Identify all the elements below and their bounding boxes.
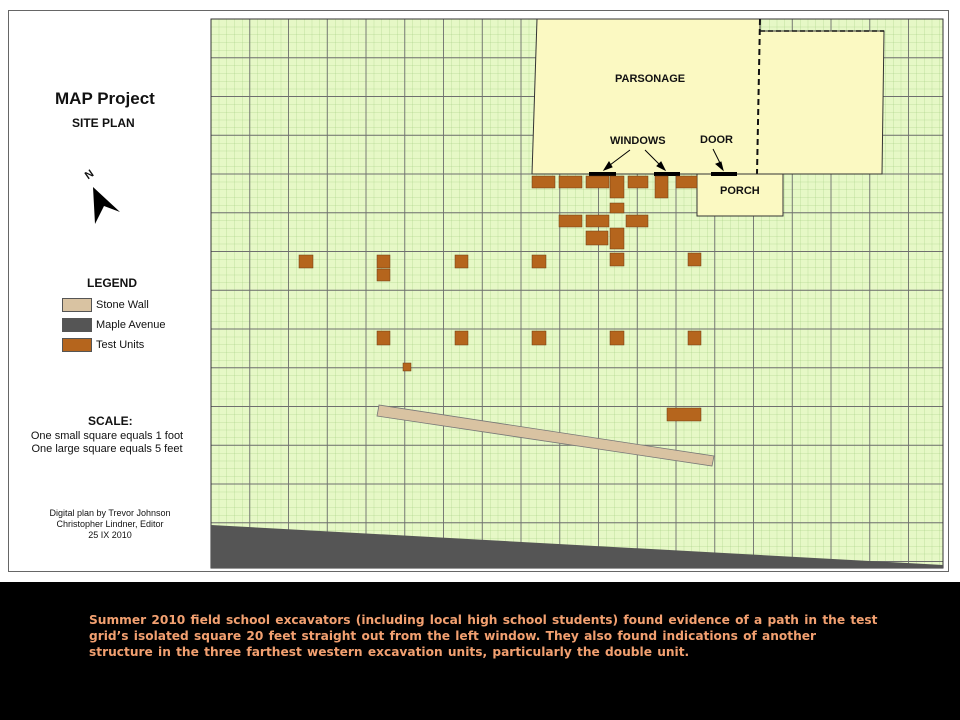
test-unit [610,228,624,249]
caption-text: Summer 2010 field school excavators (including local high school students) found evidence of a path in the test grid’s isolated square 20 feet straight out from the left window. They also found indications of another structure in the three farthest western excavation units, particularly the double unit. [89,613,878,659]
test-unit [586,176,609,188]
left-window-mark [589,172,616,176]
test-unit [586,231,608,245]
double-test-unit [667,408,701,421]
test-unit [532,255,546,268]
legend-item-maple-avenue [62,318,166,332]
test-unit [559,215,582,227]
test-unit [628,176,648,188]
porch-label: PORCH [720,185,760,197]
maple-avenue-swatch [62,318,92,332]
test-unit [610,253,624,266]
door-mark [711,172,737,176]
windows-label: WINDOWS [610,135,666,147]
legend-item-stone-wall [62,298,149,312]
legend-label: Maple Avenue [96,319,166,331]
right-window-mark [654,172,680,176]
legend-label: Stone Wall [96,299,149,311]
credit-date: 25 IX 2010 [88,530,132,540]
map-subtitle: SITE PLAN [72,116,135,130]
test-unit [626,215,648,227]
test-unit [299,255,313,268]
credit-author: Digital plan by Trevor Johnson [49,508,171,518]
test-unit [610,203,624,213]
test-unit [676,176,697,188]
test-units-swatch [62,338,92,352]
test-unit [610,176,624,198]
north-label: N [82,167,97,183]
north-arrow [83,168,120,224]
scale-line-large: One large square equals 5 feet [31,443,183,455]
parsonage-label: PARSONAGE [615,73,686,85]
door-label: DOOR [700,134,733,146]
scale-line-small: One small square equals 1 foot [30,430,184,442]
legend-item-test-units [62,338,144,352]
credit-editor: Christopher Lindner, Editor [56,519,164,529]
parsonage-building [532,19,884,174]
test-unit [586,215,609,227]
test-unit [455,255,468,268]
test-unit [610,331,624,345]
test-unit [559,176,582,188]
test-unit [455,331,468,345]
stone-wall-swatch [62,298,92,312]
test-unit [688,331,701,345]
legend-label: Test Units [96,339,145,351]
legend-title: LEGEND [87,276,138,290]
isolated-test-unit [403,363,411,371]
test-unit [532,331,546,345]
caption-bar [0,582,960,720]
test-unit [377,269,390,281]
scale-title: SCALE: [88,414,133,428]
test-unit [655,176,668,198]
test-unit [532,176,555,188]
map-title: MAP Project [55,89,155,108]
test-unit [688,253,701,266]
test-unit [377,255,390,268]
test-unit [377,331,390,345]
